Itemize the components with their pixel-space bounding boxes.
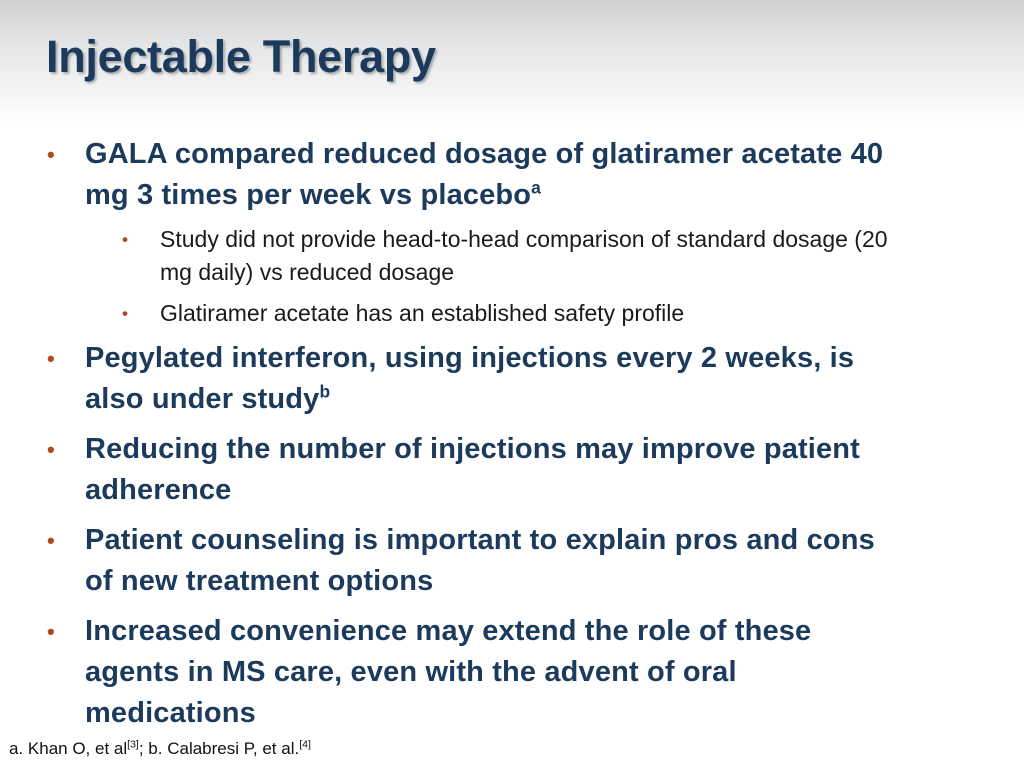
citation-marker: b (319, 381, 331, 402)
bullet-text: Increased convenience may extend the role of these agents in MS care, even with the advent of oral medications (85, 615, 812, 729)
bullet-marker: • (47, 142, 55, 167)
bullet-text: Pegylated interferon, using injections every 2 weeks, is also under study (85, 342, 855, 415)
bullet-item (0, 134, 1024, 216)
bullet-text: Patient counseling is important to explain pros and cons of new treatment options (85, 524, 875, 597)
bullet-item (0, 520, 1024, 602)
sub-bullet-marker: • (122, 230, 128, 249)
footnote-citation-4: [4] (299, 738, 311, 751)
sub-bullet-text: Study did not provide head-to-head comparison of standard dosage (20 mg daily) vs reduced dosage (160, 226, 888, 285)
bullet-marker: • (47, 619, 55, 644)
bullet-text: Reducing the number of injections may improve patient adherence (85, 433, 860, 506)
sub-bullet-item (0, 223, 1024, 289)
bullet-item (0, 429, 1024, 511)
sub-bullet-item (0, 297, 1024, 330)
footnote-references (9, 737, 311, 761)
bullet-item (0, 611, 1024, 734)
citation-marker: a (531, 177, 541, 198)
bullet-item (0, 338, 1024, 420)
footnote-ref-a: a. Khan O, et al (9, 739, 128, 758)
bullet-marker: • (47, 528, 55, 553)
bullet-marker: • (47, 346, 55, 371)
sub-bullet-marker: • (122, 304, 128, 323)
slide-content (0, 134, 1024, 743)
footnote-ref-b: ; b. Calabresi P, et al. (138, 739, 300, 758)
bullet-marker: • (47, 437, 55, 462)
bullet-text: GALA compared reduced dosage of glatiramer acetate 40 mg 3 times per week vs placebo (85, 138, 884, 211)
slide-title: Injectable Therapy (46, 31, 436, 82)
footnote-citation-3: [3] (127, 738, 139, 751)
sub-bullet-text: Glatiramer acetate has an established safety profile (160, 300, 685, 326)
